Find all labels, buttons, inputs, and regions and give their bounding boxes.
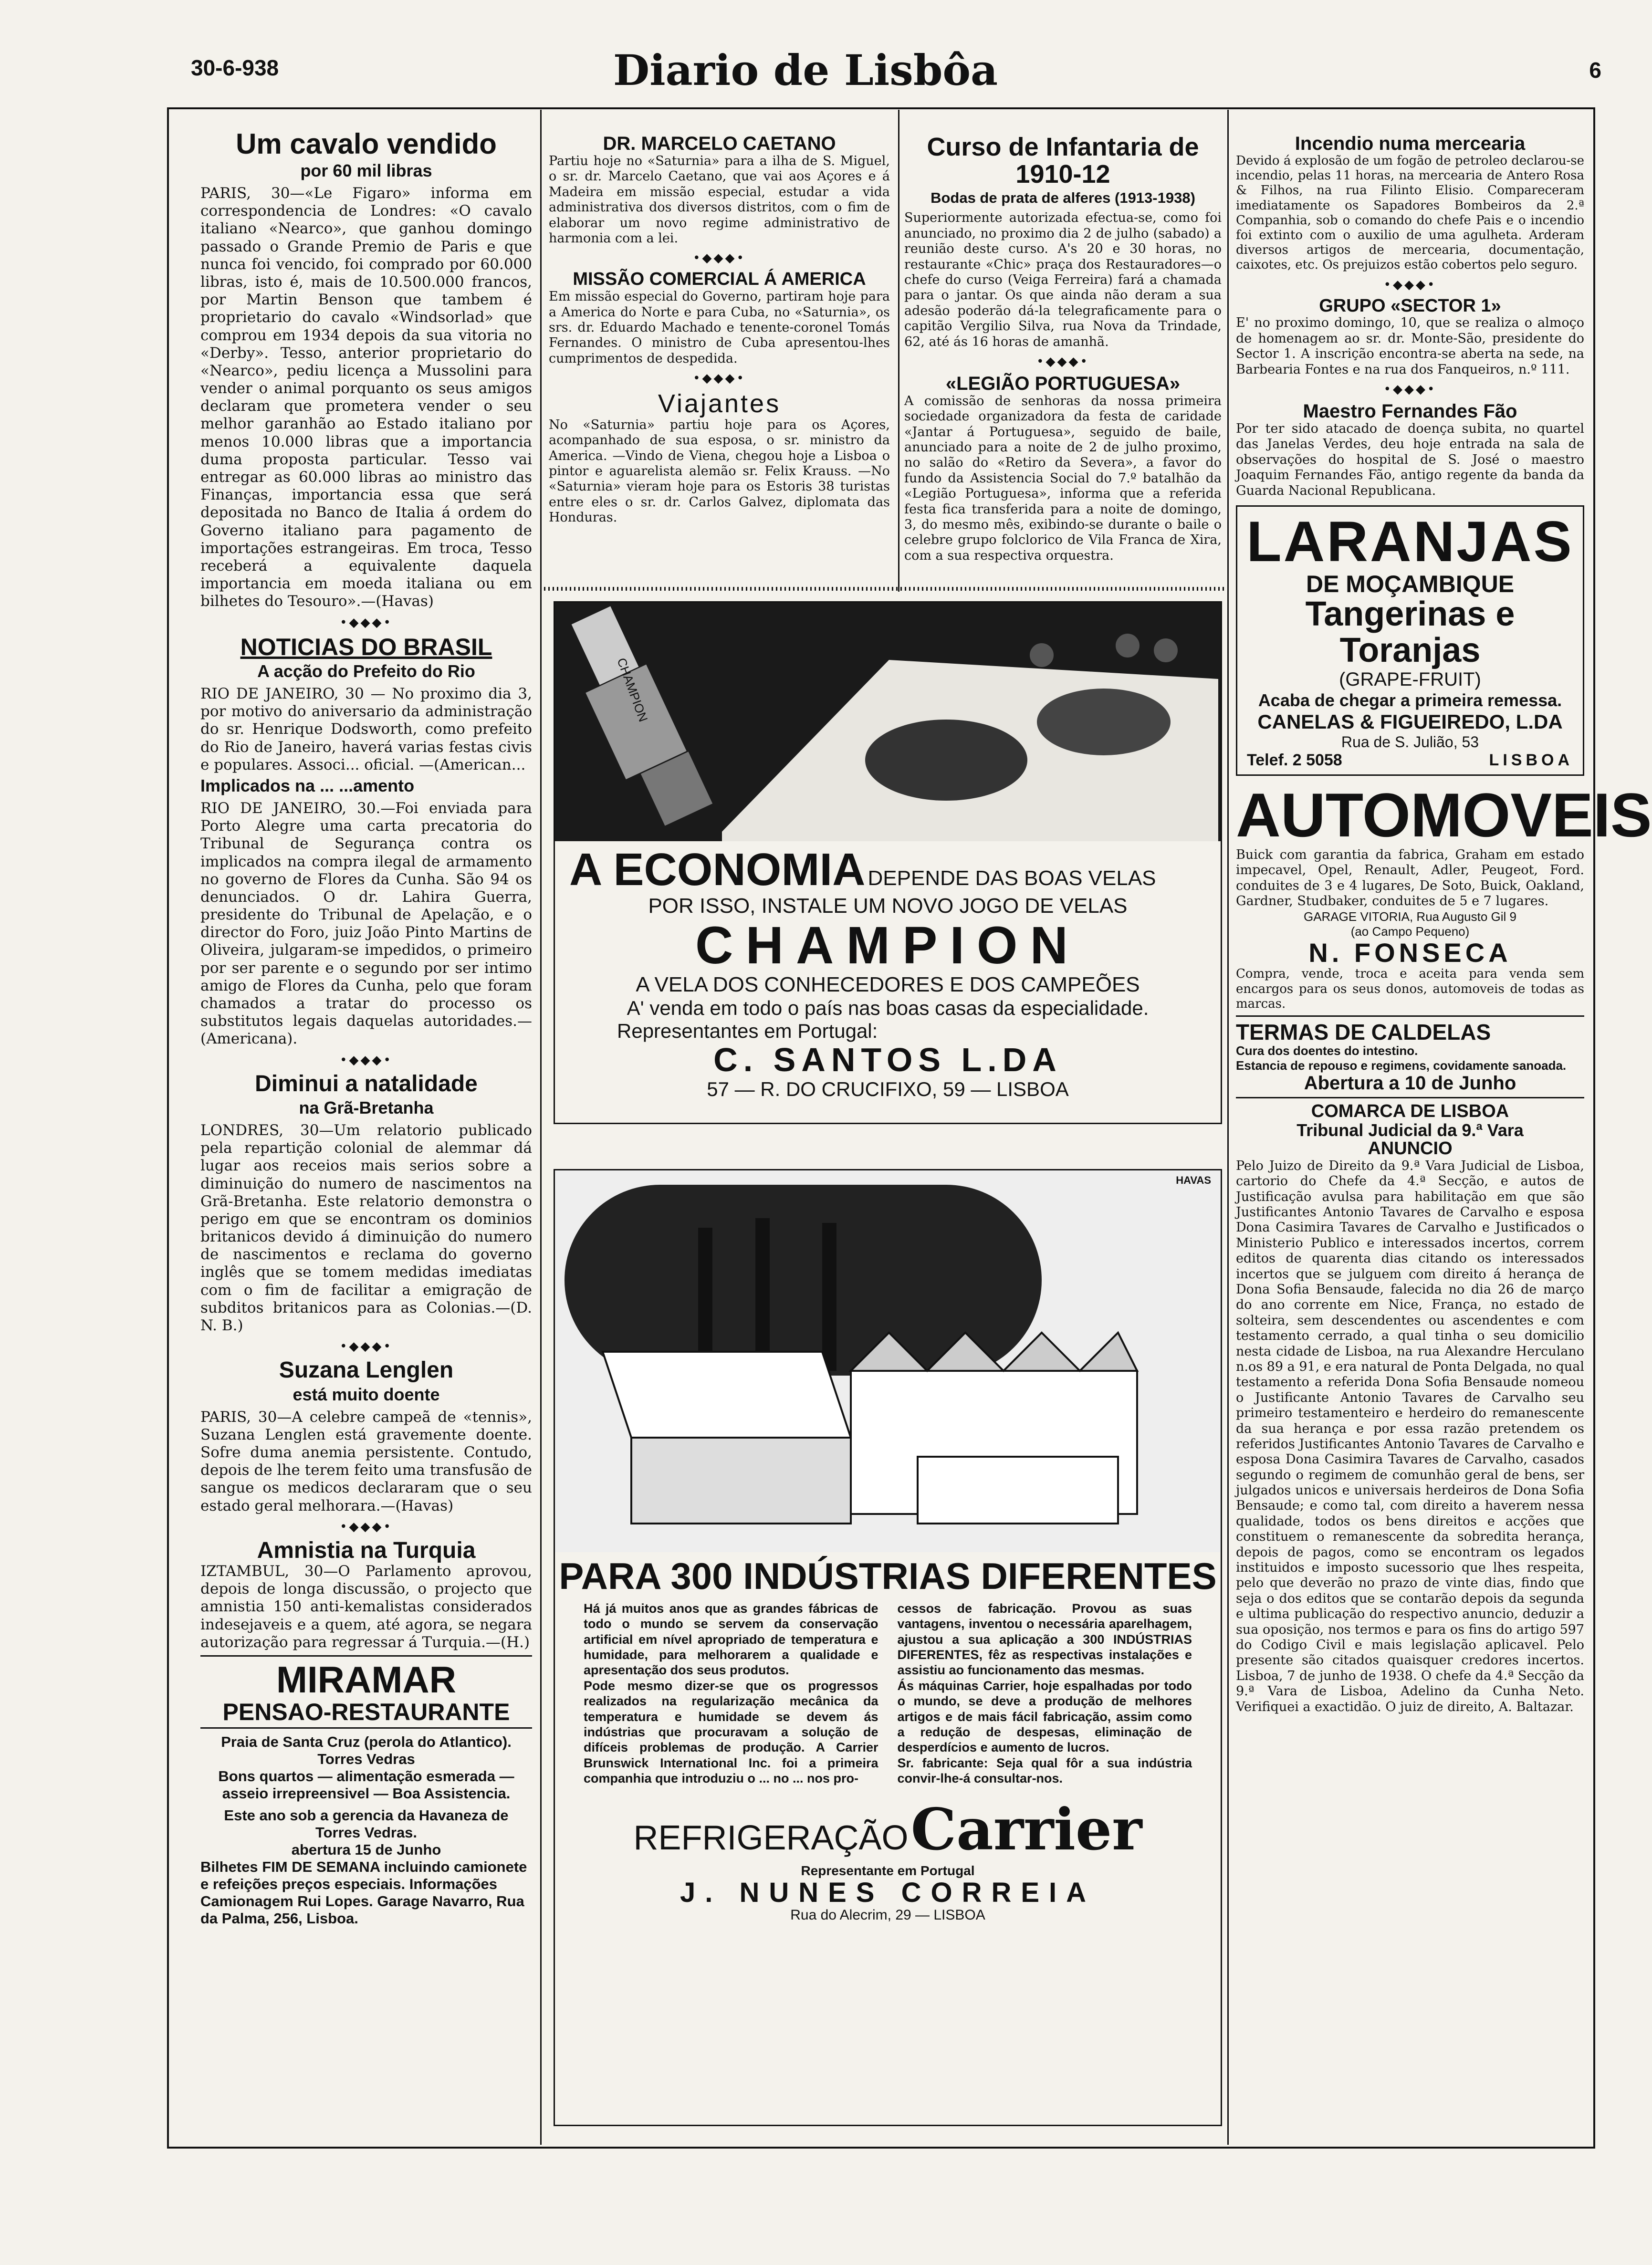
article-body: Devido á explosão de um fogão de petroleo declarou-se incendio, pelas 11 horas, na mercearia de Antero Rosa & Filhos, na rua Filinto Elisio. Compareceram imediatamente os Sapadores Bombeiros da 2.ª Companhia, sob o comando do chefe Pais e o incendio foi extinto com o auxilio de uma agulheta. Arderam diversos artigos de mercearia, documentação, caixotes, etc. Os prejuizos estão cobertos pelo seguro. (1236, 154, 1584, 272)
subheadline: Implicados na ... ...amento (200, 775, 415, 795)
ad-text: Telef. 2 5058 (1247, 751, 1342, 769)
column-2 (549, 134, 890, 589)
column-3 (904, 134, 1222, 589)
divider (1236, 1097, 1584, 1098)
ad-headline: A ECONOMIA (569, 844, 866, 895)
factory-illustration (555, 1170, 1221, 1552)
ad-text: abertura 15 de Junho (291, 1841, 441, 1858)
ad-paragraph: Ás máquinas Carrier, hoje espalhadas por todo o mundo, se deve a produção de melhores artigos e de mais fácil fabricação, assim como a redução de despesas, eliminação de desperdícios e aumento de lucros. (897, 1678, 1192, 1755)
brand-name: Carrier (910, 1795, 1142, 1863)
article-body: Superiormente autorizada efectua-se, como foi anunciado, no proximo dia 2 de julho (sabado) a reunião deste curso. A's 20 e 30 horas, no restaurante «Chic» praça dos Restauradores—o chefe do curso (Veiga Ferreira) fará a chamada para o jantar. Os que ainda não deram a sua adesão poderão dá-la telegraficamente para o capitão Vergilio Silva, rua Nova da Trindade, 62, até ás 16 horas de amanhã. (904, 210, 1222, 349)
ad-text: Compra, vende, troca e aceita para venda sem encargos para os seus donos, automoveis de todas as marcas. (1236, 967, 1584, 1011)
article-body: Pelo Juizo de Direito da 9.ª Vara Judicial de Lisboa, cartorio do Chefe da 4.ª Secção, e autos de Justificação avulsa para habilitação em que são Justificantes Antonio Tavares de Carvalho e esposa Dona Casimira Tavares de Carvalho e Justificados o Ministerio Publico e interessados incertos, correm editos de quarenta dias citando os interessados incertos que se julguem com direito á herança de Dona Sofia Bensaude, falecida no dia 26 de março do ano corrente em Nice, França, no estado de solteira, sem descendentes ou ascendentes e com testamento cerrado, a qual tinha o seu domicilio nesta cidade de Lisboa, na rua Alexandre Herculano n.os 89 a 91, e era natural de Ponta Delgada, no qual testamento a referida Dona Sofia Bensaude nomeou o Justificante Antonio Tavares de Carvalho seu primeiro testamenteiro e herdeiro do remanescente da sua herança e por essa razão pretendem os referidos Justificantes Antonio Tavares de Carvalho e esposa Dona Casimira Tavares de Carvalho, casados segundo o regimem de comunhão geral de bens, ser julgados unicos e universais herdeiros de Dona Sofia Bensaude; e como tal, com direito a haverem nessa qualidade, todos os bens direitos e acções que constituem o remanescente da sobredita herança, depois de pagos, como se encontram os legados instituidos e imposto sucessorio que lhes respeita, pelo que deverão no prazo de vinte dias, findo que seja o dos editos que se contarão depois da segunda e ultima publicação do respectivo anuncio, deduzir a sua oposição, nos termos e para os fins do artigo 597 do Codigo Civil e mais legislação aplicavel. Pelo presente são citados quaisquer credores incertos. Lisboa, 7 de junho de 1938. O chefe da 4.ª Secção da 9.ª Vara de Lisboa, Adelino da Cunha Neto. Verifiquei a exactidão. O juiz de direito, A. Baltazar. (1236, 1158, 1584, 1714)
subheadline: por 60 mil libras (300, 161, 432, 180)
ad-text: 57 — R. DO CRUCIFIXO, 59 — LISBOA (707, 1077, 1069, 1100)
headline: Incendio numa mercearia (1295, 133, 1526, 154)
ad-text: Buick com garantia da fabrica, Graham em estado impecavel, Opel, Renault, Adler, Peugeot, Ford. conduites de 3 e 4 lugares, De Soto, Buick, Oakland, Gardner, Studbaker, conduites de 5 e 7 lugares. (1236, 847, 1584, 909)
headline: Viajantes (658, 389, 781, 418)
article-body: RIO DE JANEIRO, 30.—Foi enviada para Porto Alegre uma carta precatoria do Tribunal de Segurança contra os implicados na compra ilegal de armamento no governo de Flores da Cunha. São 94 os denunciados. O dr. Lahira Guerra, presidente do Tribunal de Apelação, e o director do Foro, juiz João Pinto Martins de Oliveira, julgaram-se impedidos, o primeiro por ser parente e o segundo por ser intimo amigo de Flores da Cunha, pelo que foram chamados a tratar do processo os substitutos legais daquelas autoridades.—(Americana). (200, 799, 532, 1048)
ad-text: DEPENDE DAS BOAS VELAS (868, 866, 1156, 890)
column-rule (1227, 110, 1229, 2145)
headline: Suzana Lenglen (279, 1357, 454, 1383)
ad-paragraph: Pode mesmo dizer-se que os progressos realizados na regularização mecânica da temperatura e humidade se devem ás indústrias que procuravam a solução de difíceis problemas de produção. A Carrier Brunswick International Inc. foi a primeira companhia que introduziu o ... no ... nos pro- (584, 1678, 878, 1786)
article-body: E' no proximo domingo, 10, que se realiza o almoço de homenagem ao sr. dr. Monte-São, presidente do Sector 1. A inscrição encontra-se aberta na sede, na Barbearia Fontes e na rua dos Fanqueiros, n.º 111. (1236, 315, 1584, 377)
ad-text: Este ano sob a gerencia da Havaneza de Torres Vedras. (224, 1807, 509, 1841)
divider (200, 1655, 532, 1657)
ad-text: DE MOÇAMBIQUE (1306, 570, 1515, 597)
article-body: Partiu hoje no «Saturnia» para a ilha de S. Miguel, o sr. dr. Marcelo Caetano, que vai aos Açores e á Madeira em missão especial, estudar a vida administrativa dos diversos distritos, com o fim de elaborar um novo regime administrativo de harmonia com a lei. (549, 154, 890, 246)
ad-text: Representantes em Portugal: (617, 1020, 878, 1043)
ad-title: LARANJAS (1246, 509, 1574, 574)
column-rule (898, 110, 899, 592)
divider (544, 587, 1226, 591)
car-icon (865, 720, 1027, 801)
separator: •◆◆◆• (340, 1519, 393, 1534)
headline: Curso de Infantaria de 1910-12 (927, 133, 1199, 188)
subheadline: está muito doente (293, 1384, 440, 1404)
ad-paragraph: cessos de fabricação. Provou as suas vantagens, inventou o necessária aparelhagem, ajustou a sua aplicação a 300 INDÚSTRIAS DIFERENTES, fêz as respectivas instalações e assistiu ao funcionamento das mesmas. (897, 1601, 1192, 1678)
cars-ad (1236, 780, 1652, 1012)
ad-text: Estancia de repouso e regimens, covidamente sanoada. (1236, 1058, 1567, 1073)
ad-text: (ao Campo Pequeno) (1350, 924, 1470, 939)
ad-text: (GRAPE-FRUIT) (1339, 668, 1481, 690)
ad-text: A VELA DOS CONHECEDORES E DOS CAMPEÕES (636, 973, 1140, 997)
ad-title: MIRAMAR (276, 1659, 456, 1701)
article-body: No «Saturnia» partiu hoje para os Açores, acompanhado de sua esposa, o sr. ministro da America. —Vindo de Viena, chegou hoje a Lisboa o pintor e aguarelista alemão sr. Felix Krauss. —No «Saturnia» vieram hoje para os Estoris 38 turistas entre eles o sr. dr. Carlos Galvez, diplomata das Honduras. (549, 417, 890, 525)
ad-text: LISBOA (1489, 751, 1573, 769)
ad-text: Representante em Portugal (801, 1863, 975, 1878)
ad-paragraph: Sr. fabricante: Seja qual fôr a sua indústria convir-lhe-á consultar-nos. (897, 1755, 1192, 1786)
factory-icon (603, 1352, 851, 1438)
headline: Um cavalo vendido (236, 128, 497, 160)
ad-text: Abertura a 10 de Junho (1304, 1073, 1516, 1094)
divider (1236, 1015, 1584, 1017)
issue-date: 30-6-938 (191, 55, 279, 80)
ad-text: GARAGE VITORIA, Rua Augusto Gil 9 (1303, 909, 1517, 924)
article-body: IZTAMBUL, 30—O Parlamento aprovou, depois de longa discussão, o projecto que amnistia 150 anti-kemalistas considerados indesejaveis e a quem, até agora, se negara autorização para regressar á Turquia.—(H.) (200, 1563, 532, 1651)
headline: DR. MARCELO CAETANO (603, 133, 836, 154)
article-body: PARIS, 30—«Le Figaro» informa em correspondencia de Londres: «O cavalo italiano «Nearco», que ganhou domingo passado o Grande Premio de Paris e que nunca foi vencido, foi comprado por 60.000 libras, isto é, mais de 10.500.000 francos, por Martin Benson que tambem é proprietario do cavalo «Windsorlad» que comprou em 1934 depois da sua vitoria no «Derby». Tesso, anterior proprietario do «Nearco», pediu licença a Mussolini para vender o animal porquanto os seus amigos declaram que prometera vender o seu melhor garanhão ao Estado italiano por menos 10.000 libras que a importancia duma proposta particular. Tesso vai entregar as 60.000 libras ao ministro das Finanças, importancia essa que será depositada no Banco de Italia á ordem do Governo italiano para pagamento de importações estrangeiras. Em troca, Tesso receberá a equivalente daquela importancia em moeda italiana ou em bilhetes do Tesouro».—(Havas) (200, 185, 532, 610)
ad-text: REFRIGERAÇÃO (633, 1818, 909, 1857)
headline: GRUPO «SECTOR 1» (1319, 295, 1501, 316)
article-body: Por ter sido atacado de doença subita, no quartel das Janelas Verdes, deu hoje entrada na sala de observações do hospital de S. José o maestro Joaquim Fernandes Fão, antigo regente da banda da Guarda Nacional Republicana. (1236, 421, 1584, 498)
ad-text: A' venda em todo o país nas boas casas da especialidade. (627, 997, 1149, 1020)
article-body: A comissão de senhoras da nossa primeira sociedade organizadora da festa de caridade «Jantar á Portuguesa», seguido de baile, anunciado para a noite de 2 de julho proximo, no salão do «Retiro da Severa», a favor do fundo da Assistencia Social do 7.º batalhão da «Legião Portuguesa», informa que a referida festa fica transferida para a noite de domingo, 3, do mesmo mês, exibindo-se durante o baile o celebre grupo folclorico de Vila Franca de Xira, com a sua respectiva orquestra. (904, 393, 1222, 563)
ad-text: Tangerinas e Toranjas (1305, 595, 1515, 669)
headline: Diminui a natalidade (255, 1071, 478, 1096)
separator: •◆◆◆• (693, 251, 746, 266)
headline: «LEGIÃO PORTUGUESA» (945, 373, 1181, 394)
headline: Maestro Fernandes Fão (1303, 400, 1517, 422)
ad-text: Bilhetes FIM DE SEMANA incluindo camionete e refeições preços especiais. Informações Camionagem Rui Lopes. Garage Navarro, Rua da Palma, 256, Lisboa. (200, 1858, 527, 1927)
headline: Amnistia na Turquia (257, 1537, 476, 1563)
article-body: RIO DE JANEIRO, 30 — No proximo dia 3, por motivo do aniversario da administração do sr. Henrique Dodsworth, como prefeito do Rio de Janeiro, haverá varias festas civis e populares. Associ... oficial. —(American... (200, 685, 532, 773)
headline: COMARCA DE LISBOA (1311, 1101, 1509, 1122)
ad-text: Rua de S. Julião, 53 (1341, 733, 1479, 751)
ad-text: Cura dos doentes do intestino. (1236, 1044, 1418, 1058)
column-4 (1236, 133, 1652, 2133)
ad-text: J. NUNES CORREIA (680, 1877, 1096, 1908)
column-rule (540, 110, 542, 2145)
plug-label: CHAMPION (614, 656, 651, 724)
ad-title: TERMAS DE CALDELAS (1236, 1020, 1491, 1045)
ad-subtitle: PENSAO-RESTAURANTE (200, 1700, 532, 1729)
column-1 (200, 129, 532, 2133)
subheadline: ANUNCIO (1368, 1138, 1453, 1159)
separator: •◆◆◆• (340, 1053, 393, 1067)
carrier-ad (554, 1169, 1222, 2126)
ad-text: POR ISSO, INSTALE UM NOVO JOGO DE VELAS (648, 894, 1128, 918)
subheadline: Bodas de prata de alferes (1913-1938) (931, 189, 1195, 207)
champion-ad (554, 601, 1222, 1124)
ad-text: Rua do Alecrim, 29 — LISBOA (790, 1907, 985, 1923)
headline: NOTICIAS DO BRASIL (240, 633, 492, 660)
subheadline: na Grã-Bretanha (299, 1097, 434, 1117)
credit: HAVAS (1176, 1174, 1211, 1186)
subheadline: Tribunal Judicial da 9.ª Vara (1297, 1120, 1524, 1140)
ad-text: N. FONSECA (1308, 937, 1512, 968)
article-body: LONDRES, 30—Um relatorio publicado pela repartição colonial de alemmar dá lugar aos receios mais serios sobre a diminuição do numero de nascimentos na Grã-Bretanha. Este relatorio demonstra o perigo em que se encontram os dominios britanicos devido á diminuição do numero de nascimentos e reclama do governo inglês que se tomem medidas imediatas com o fim de facilitar a emigração de subditos britanicos para as Colonias.—(D. N. B.) (200, 1121, 532, 1335)
ad-text: Torres Vedras (317, 1751, 415, 1768)
page-number: 6 (1589, 58, 1601, 83)
brand-name: CHAMPION (695, 916, 1080, 975)
headline: MISSÃO COMERCIAL Á AMERICA (573, 269, 866, 290)
ad-text: Acaba de chegar a primeira remessa. (1258, 690, 1562, 710)
separator: •◆◆◆• (340, 615, 393, 630)
ad-text: Bons quartos — alimentação esmerada — asseio irrepreensivel — Boa Assistencia. (218, 1768, 514, 1802)
oranges-ad (1236, 505, 1584, 776)
ad-paragraph: Há já muitos anos que as grandes fábricas de todo o mundo se servem da conservação artificial em nível apropriado de temperatura e humidade, para melhorarem a qualidade e apresentação dos seus produtos. (584, 1601, 878, 1678)
ad-text: CANELAS & FIGUEIREDO, L.DA (1257, 710, 1563, 733)
separator: •◆◆◆• (693, 371, 746, 386)
ad-text: Praia de Santa Cruz (perola do Atlantico). (221, 1733, 512, 1751)
newspaper-title: Diario de Lisbôa (613, 45, 998, 95)
separator: •◆◆◆• (1383, 382, 1437, 397)
ad-headline: PARA 300 INDÚSTRIAS DIFERENTES (559, 1555, 1217, 1597)
separator: •◆◆◆• (340, 1339, 393, 1354)
champion-illustration (555, 603, 1221, 841)
article-body: PARIS, 30—A celebre campeã de «tennis», Suzana Lenglen está gravemente doente. Sofre duma anemia persistente. Contudo, depois de lhe terem feito uma transfusão de sangue os medicos declararam que o seu estado geral melhorara.—(Havas) (200, 1408, 532, 1514)
ad-text: C. SANTOS L.DA (713, 1041, 1062, 1079)
article-body: Em missão especial do Governo, partiram hoje para a America do Norte e para Cuba, no «Saturnia», os srs. dr. Eduardo Machado e tenente-coronel Tomás Fernandes. O ministro de Cuba apresentou-lhes cumprimentos de despedida. (549, 289, 890, 366)
separator: •◆◆◆• (1036, 354, 1089, 369)
separator: •◆◆◆• (1383, 277, 1437, 292)
ad-title: AUTOMOVEIS (1236, 780, 1652, 850)
car-icon (1037, 689, 1171, 755)
subheadline: A acção do Prefeito do Rio (257, 661, 475, 681)
